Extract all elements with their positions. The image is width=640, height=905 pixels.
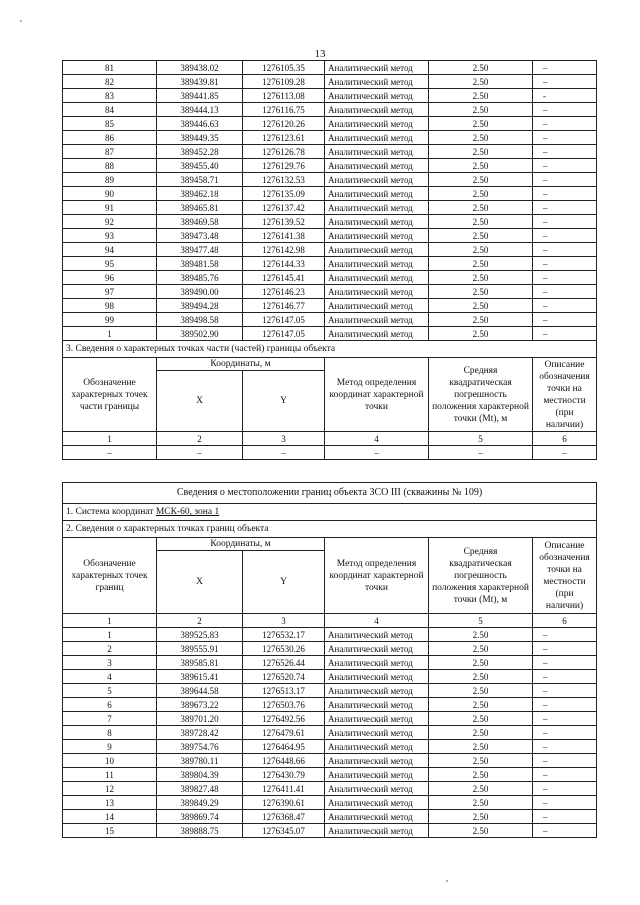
table-cell: 1276145.41 <box>243 271 325 285</box>
table-cell: 389849.29 <box>157 796 243 810</box>
table-row <box>63 229 597 243</box>
table-cell: – <box>533 656 597 670</box>
table-cell: 2.50 <box>429 327 533 341</box>
table-row <box>63 61 597 75</box>
table-row <box>63 782 597 796</box>
table-cell: 1276532.17 <box>243 628 325 642</box>
zso-boundary-table <box>62 482 597 838</box>
table-cell: 96 <box>63 271 157 285</box>
table-cell: 1276147.05 <box>243 313 325 327</box>
table-cell: – <box>533 684 597 698</box>
table-cell: 389498.58 <box>157 313 243 327</box>
hdr-error: Средняя квадратическая погрешность положения характерной точки (Mt), м <box>429 538 533 614</box>
table-cell: Аналитический метод <box>325 642 429 656</box>
table-row <box>63 159 597 173</box>
table-cell: 2.50 <box>429 103 533 117</box>
table-cell: Аналитический метод <box>325 824 429 838</box>
hdr-method: Метод определения координат характерной точки <box>325 358 429 432</box>
table-cell: Аналитический метод <box>325 257 429 271</box>
table-cell: 389462.18 <box>157 187 243 201</box>
table-cell: 389494.28 <box>157 299 243 313</box>
table-cell: 389701.20 <box>157 712 243 726</box>
table-cell: 9 <box>63 740 157 754</box>
table-cell: Аналитический метод <box>325 684 429 698</box>
table-cell: 1 <box>63 327 157 341</box>
table-cell: 2.50 <box>429 215 533 229</box>
table-cell: 13 <box>63 796 157 810</box>
page-number: 13 <box>314 48 326 60</box>
table-cell: – <box>533 299 597 313</box>
table-cell: Аналитический метод <box>325 201 429 215</box>
table-cell: Аналитический метод <box>325 768 429 782</box>
table-cell: 5 <box>63 684 157 698</box>
sec2-header-row <box>63 538 597 551</box>
table-cell: – <box>533 271 597 285</box>
table-cell: Аналитический метод <box>325 740 429 754</box>
section-3-title-row <box>63 341 597 358</box>
table-row <box>63 642 597 656</box>
table-cell: – <box>533 103 597 117</box>
table-cell: 2.50 <box>429 670 533 684</box>
table-cell: 1276390.61 <box>243 796 325 810</box>
table-cell: 389477.48 <box>157 243 243 257</box>
table-cell: 2.50 <box>429 229 533 243</box>
table-cell: 1276411.41 <box>243 782 325 796</box>
table-cell: 2.50 <box>429 173 533 187</box>
table-cell: 1276448.66 <box>243 754 325 768</box>
table-cell: – <box>533 327 597 341</box>
scan-speck <box>20 20 22 22</box>
table-cell: – <box>533 117 597 131</box>
col-number: 6 <box>533 614 597 628</box>
table-cell: 99 <box>63 313 157 327</box>
table-row <box>63 75 597 89</box>
table-cell: 84 <box>63 103 157 117</box>
table-cell: 2.50 <box>429 684 533 698</box>
table-cell: 2.50 <box>429 201 533 215</box>
table-cell: 1276113.08 <box>243 89 325 103</box>
table-cell: Аналитический метод <box>325 712 429 726</box>
hdr-y: Y <box>243 371 325 432</box>
table-cell: 389754.76 <box>157 740 243 754</box>
table-cell: 1276132.53 <box>243 173 325 187</box>
table-cell: Аналитический метод <box>325 782 429 796</box>
table-row <box>63 768 597 782</box>
table-cell: – <box>533 712 597 726</box>
table-cell: 389804.39 <box>157 768 243 782</box>
table-cell: 1276146.23 <box>243 285 325 299</box>
table-cell: Аналитический метод <box>325 159 429 173</box>
table-cell: 389888.75 <box>157 824 243 838</box>
table-cell: 1276530.26 <box>243 642 325 656</box>
table-cell: – <box>533 810 597 824</box>
hdr-method: Метод определения координат характерной точки <box>325 538 429 614</box>
table-cell: 97 <box>63 285 157 299</box>
table-cell: – <box>533 313 597 327</box>
table-cell: Аналитический метод <box>325 229 429 243</box>
table-cell: 389469.58 <box>157 215 243 229</box>
table-cell: 1276142.98 <box>243 243 325 257</box>
table-cell: 389555.91 <box>157 642 243 656</box>
table-cell: 1276520.74 <box>243 670 325 684</box>
table-cell: – <box>533 187 597 201</box>
table-cell: – <box>533 824 597 838</box>
table-cell: Аналитический метод <box>325 271 429 285</box>
table-cell: Аналитический метод <box>325 187 429 201</box>
table-cell: 6 <box>63 698 157 712</box>
table-row <box>63 187 597 201</box>
table-cell: 1276513.17 <box>243 684 325 698</box>
table-cell: 2.50 <box>429 824 533 838</box>
sec2-col-numbers <box>63 614 597 628</box>
table-cell: 2.50 <box>429 698 533 712</box>
table-cell: 389502.90 <box>157 327 243 341</box>
table-cell: 1276129.76 <box>243 159 325 173</box>
table-cell: Аналитический метод <box>325 215 429 229</box>
table-cell: 4 <box>63 670 157 684</box>
col-number: 2 <box>157 432 243 446</box>
empty-cell: – <box>325 446 429 460</box>
table-cell: Аналитический метод <box>325 117 429 131</box>
table-cell: 1276135.09 <box>243 187 325 201</box>
table-row <box>63 824 597 838</box>
table-cell: 2.50 <box>429 257 533 271</box>
table-cell: 82 <box>63 75 157 89</box>
table-row <box>63 684 597 698</box>
table-cell: Аналитический метод <box>325 628 429 642</box>
empty-cell: – <box>533 446 597 460</box>
table-cell: 389525.83 <box>157 628 243 642</box>
table-cell: – <box>533 796 597 810</box>
hdr-designation: Обозначение характерных точек границ <box>63 538 157 614</box>
table-cell: 1276137.42 <box>243 201 325 215</box>
table-cell: 1276492.56 <box>243 712 325 726</box>
table-cell: – <box>533 229 597 243</box>
table-cell: 2.50 <box>429 313 533 327</box>
hdr-error: Средняя квадратическая погрешность положения характерной точки (Mt), м <box>429 358 533 432</box>
table-cell: 81 <box>63 61 157 75</box>
table-cell: 12 <box>63 782 157 796</box>
points-table-continued <box>62 60 597 460</box>
table-cell: – <box>533 257 597 271</box>
empty-cell: – <box>429 446 533 460</box>
table-cell: 2.50 <box>429 754 533 768</box>
table-cell: – <box>533 670 597 684</box>
empty-cell: – <box>243 446 325 460</box>
table-row <box>63 313 597 327</box>
table-cell: – <box>533 285 597 299</box>
block-title: Сведения о местоположении границ объекта ЗСО III (скважины № 109) <box>63 483 597 504</box>
table-row <box>63 726 597 740</box>
table-cell: 389728.42 <box>157 726 243 740</box>
sec3-header-row <box>63 358 597 371</box>
table-cell: Аналитический метод <box>325 698 429 712</box>
hdr-coordinates: Координаты, м <box>157 358 325 371</box>
col-number: 6 <box>533 432 597 446</box>
hdr-y: Y <box>243 551 325 614</box>
table-cell: 1276430.79 <box>243 768 325 782</box>
table-cell: – <box>533 698 597 712</box>
table-row <box>63 257 597 271</box>
table-cell: Аналитический метод <box>325 61 429 75</box>
table-row <box>63 754 597 768</box>
table-cell: 389490.00 <box>157 285 243 299</box>
table-cell: Аналитический метод <box>325 145 429 159</box>
table-row <box>63 327 597 341</box>
section-2-title: 2. Сведения о характерных точках границ объекта <box>63 521 597 538</box>
table-cell: 86 <box>63 131 157 145</box>
table-cell: 2 <box>63 642 157 656</box>
hdr-coordinates: Координаты, м <box>157 538 325 551</box>
table-cell: 2.50 <box>429 243 533 257</box>
table-row <box>63 656 597 670</box>
table-row <box>63 243 597 257</box>
table-cell: – <box>533 201 597 215</box>
table-cell: Аналитический метод <box>325 327 429 341</box>
table-cell: 389439.81 <box>157 75 243 89</box>
table-cell: 1276109.28 <box>243 75 325 89</box>
table-cell: 83 <box>63 89 157 103</box>
section-2-title-row <box>63 521 597 538</box>
table-row <box>63 299 597 313</box>
table-cell: 94 <box>63 243 157 257</box>
table-cell: 2.50 <box>429 726 533 740</box>
table-cell: 389455.40 <box>157 159 243 173</box>
table-cell: Аналитический метод <box>325 75 429 89</box>
table-cell: 1276116.75 <box>243 103 325 117</box>
coord-system-row <box>63 504 597 521</box>
table-cell: 91 <box>63 201 157 215</box>
table-cell: 85 <box>63 117 157 131</box>
hdr-description: Описание обозначения точки на местности (при наличии) <box>533 538 597 614</box>
col-number: 1 <box>63 614 157 628</box>
table-cell: Аналитический метод <box>325 726 429 740</box>
table-cell: 389585.81 <box>157 656 243 670</box>
col-number: 5 <box>429 432 533 446</box>
table-cell: 2.50 <box>429 656 533 670</box>
table-cell: 1276120.26 <box>243 117 325 131</box>
table-cell: Аналитический метод <box>325 173 429 187</box>
table-cell: 95 <box>63 257 157 271</box>
coord-system-prefix: 1. Система координат <box>66 507 156 517</box>
table-cell: Аналитический метод <box>325 131 429 145</box>
table-cell: 2.50 <box>429 145 533 159</box>
table-cell: – <box>533 159 597 173</box>
table-cell: 389481.58 <box>157 257 243 271</box>
table-cell: 2.50 <box>429 299 533 313</box>
table-cell: 389473.48 <box>157 229 243 243</box>
table-row <box>63 796 597 810</box>
empty-cell: – <box>157 446 243 460</box>
table-cell: Аналитический метод <box>325 103 429 117</box>
table-cell: 3 <box>63 656 157 670</box>
table-cell: – <box>533 642 597 656</box>
table-row <box>63 810 597 824</box>
table-cell: 1276146.77 <box>243 299 325 313</box>
table-cell: 1276126.78 <box>243 145 325 159</box>
table-cell: 389438.02 <box>157 61 243 75</box>
table-cell: 15 <box>63 824 157 838</box>
table-cell: 389615.41 <box>157 670 243 684</box>
table-cell: 2.50 <box>429 117 533 131</box>
table-cell: 389449.35 <box>157 131 243 145</box>
table-cell: – <box>533 243 597 257</box>
table-cell: 2.50 <box>429 89 533 103</box>
table-cell: – <box>533 768 597 782</box>
table-cell: – <box>533 782 597 796</box>
table-cell: 1276147.05 <box>243 327 325 341</box>
table-cell: – <box>533 131 597 145</box>
table-row <box>63 145 597 159</box>
table-cell: Аналитический метод <box>325 670 429 684</box>
table-cell: Аналитический метод <box>325 656 429 670</box>
table-cell: 2.50 <box>429 768 533 782</box>
table-cell: 2.50 <box>429 796 533 810</box>
table-cell: – <box>533 173 597 187</box>
col-number: 3 <box>243 432 325 446</box>
table-cell: 389444.13 <box>157 103 243 117</box>
table-cell: 389869.74 <box>157 810 243 824</box>
table-cell: 1276503.76 <box>243 698 325 712</box>
table-cell: 1 <box>63 628 157 642</box>
table-cell: – <box>533 726 597 740</box>
hdr-description: Описание обозначения точки на местности (при наличии) <box>533 358 597 432</box>
table-cell: 389827.48 <box>157 782 243 796</box>
table-cell: 2.50 <box>429 782 533 796</box>
col-number: 4 <box>325 432 429 446</box>
table-cell: 389452.28 <box>157 145 243 159</box>
table-cell: 93 <box>63 229 157 243</box>
table-row <box>63 285 597 299</box>
table-row <box>63 215 597 229</box>
table-cell: – <box>533 628 597 642</box>
table-cell: – <box>533 754 597 768</box>
table-cell: Аналитический метод <box>325 243 429 257</box>
col-number: 4 <box>325 614 429 628</box>
table-row <box>63 628 597 642</box>
table-cell: 2.50 <box>429 642 533 656</box>
sec3-col-numbers <box>63 432 597 446</box>
table-cell: 2.50 <box>429 159 533 173</box>
table-row <box>63 740 597 754</box>
table-cell: 2.50 <box>429 187 533 201</box>
table-cell: 11 <box>63 768 157 782</box>
hdr-designation: Обозначение характерных точек части границы <box>63 358 157 432</box>
table-cell: 10 <box>63 754 157 768</box>
table-row <box>63 103 597 117</box>
hdr-x: X <box>157 371 243 432</box>
table-row <box>63 712 597 726</box>
table-row <box>63 89 597 103</box>
table-cell: 14 <box>63 810 157 824</box>
table-cell: Аналитический метод <box>325 299 429 313</box>
table-cell: - <box>533 89 597 103</box>
table-cell: – <box>533 75 597 89</box>
col-number: 2 <box>157 614 243 628</box>
table-cell: Аналитический метод <box>325 796 429 810</box>
table-cell: 87 <box>63 145 157 159</box>
table-cell: 88 <box>63 159 157 173</box>
col-number: 5 <box>429 614 533 628</box>
table-cell: 2.50 <box>429 61 533 75</box>
table-cell: 2.50 <box>429 131 533 145</box>
table-cell: 92 <box>63 215 157 229</box>
table-cell: 1276139.52 <box>243 215 325 229</box>
table-cell: 1276144.33 <box>243 257 325 271</box>
table-cell: 2.50 <box>429 628 533 642</box>
table-row <box>63 698 597 712</box>
table-row <box>63 131 597 145</box>
table-row <box>63 201 597 215</box>
col-number: 1 <box>63 432 157 446</box>
table-cell: Аналитический метод <box>325 810 429 824</box>
table-cell: 1276479.61 <box>243 726 325 740</box>
table-cell: 8 <box>63 726 157 740</box>
table-row <box>63 117 597 131</box>
table-cell: Аналитический метод <box>325 313 429 327</box>
coord-system <box>63 504 597 521</box>
table-cell: 389446.63 <box>157 117 243 131</box>
table-cell: 2.50 <box>429 712 533 726</box>
table-cell: Аналитический метод <box>325 285 429 299</box>
table-cell: – <box>533 215 597 229</box>
section-3-title: 3. Сведения о характерных точках части (частей) границы объекта <box>63 341 597 358</box>
table-cell: – <box>533 145 597 159</box>
table-cell: 2.50 <box>429 810 533 824</box>
table-cell: 389644.58 <box>157 684 243 698</box>
scan-speck <box>446 880 448 882</box>
col-number: 3 <box>243 614 325 628</box>
hdr-x: X <box>157 551 243 614</box>
table-cell: 1276105.35 <box>243 61 325 75</box>
table-cell: – <box>533 61 597 75</box>
table-cell: 1276368.47 <box>243 810 325 824</box>
empty-cell: – <box>63 446 157 460</box>
table-cell: 389458.71 <box>157 173 243 187</box>
table-cell: 389673.22 <box>157 698 243 712</box>
table-cell: 1276464.95 <box>243 740 325 754</box>
table-cell: Аналитический метод <box>325 754 429 768</box>
table-cell: 389780.11 <box>157 754 243 768</box>
table-cell: 7 <box>63 712 157 726</box>
table-cell: 1276345.07 <box>243 824 325 838</box>
table-cell: – <box>533 740 597 754</box>
table-row <box>63 173 597 187</box>
table-cell: 389485.76 <box>157 271 243 285</box>
table-cell: 2.50 <box>429 740 533 754</box>
table-cell: 89 <box>63 173 157 187</box>
table-cell: 2.50 <box>429 271 533 285</box>
table-cell: 90 <box>63 187 157 201</box>
table-cell: 389441.85 <box>157 89 243 103</box>
table-row <box>63 271 597 285</box>
table-cell: 1276141.38 <box>243 229 325 243</box>
table-cell: 98 <box>63 299 157 313</box>
table-cell: Аналитический метод <box>325 89 429 103</box>
table-cell: 389465.81 <box>157 201 243 215</box>
table-row <box>63 670 597 684</box>
coord-system-name: МСК-60, зона 1 <box>155 507 220 517</box>
table-cell: 1276123.61 <box>243 131 325 145</box>
table-cell: 2.50 <box>429 285 533 299</box>
table-cell: 1276526.44 <box>243 656 325 670</box>
sec3-empty-row <box>63 446 597 460</box>
table-cell: 2.50 <box>429 75 533 89</box>
block-title-row <box>63 483 597 504</box>
